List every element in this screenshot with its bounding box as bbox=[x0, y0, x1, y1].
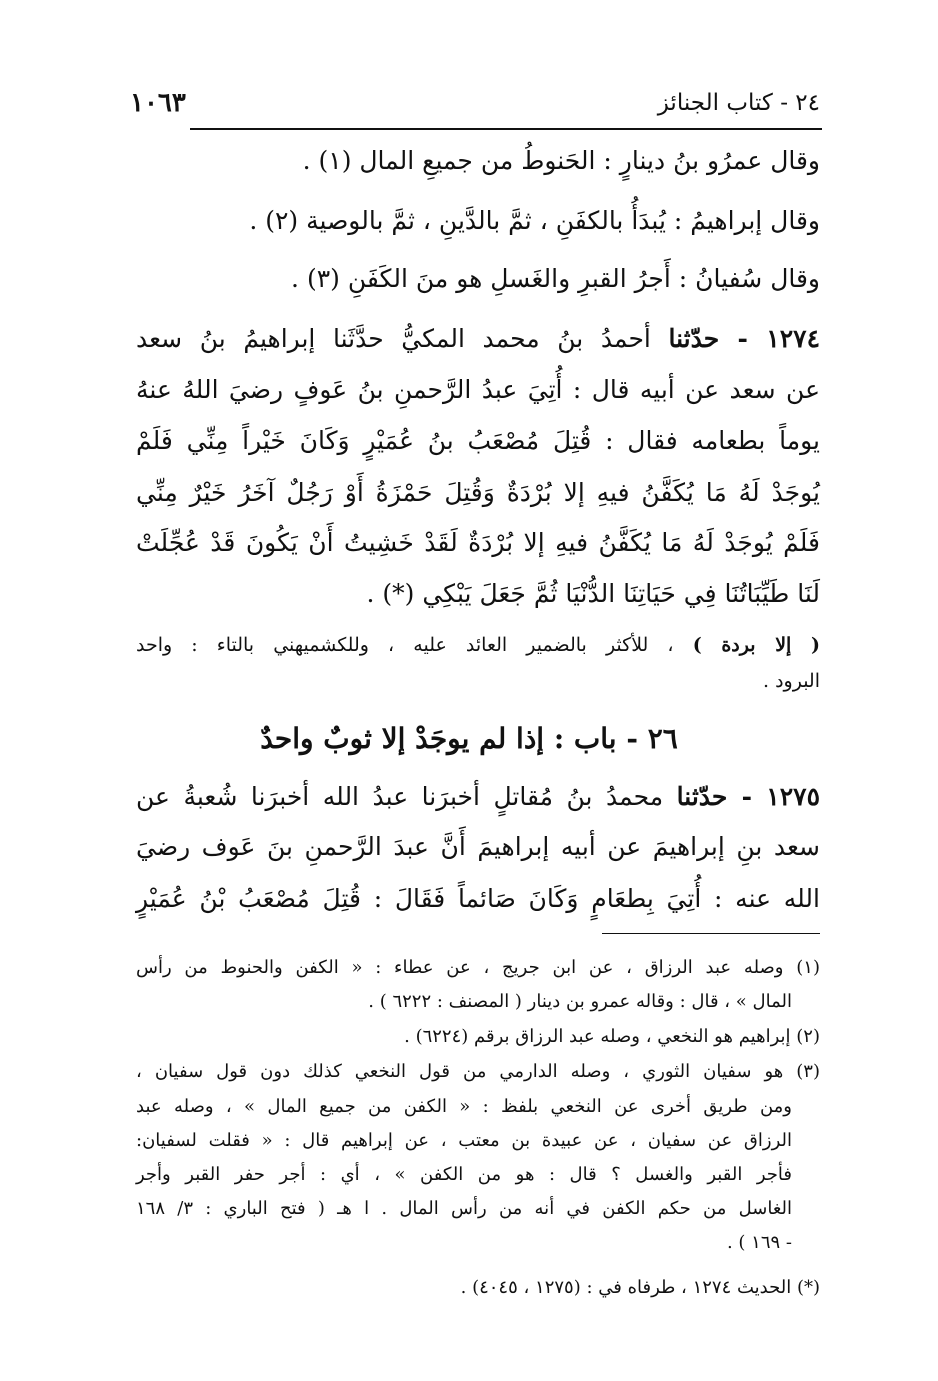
footnote-3-line: (٣) هو سفيان الثوري ، وصله الدارمي من قول النخعي كذلك دون قول سفيان ، bbox=[136, 1061, 820, 1082]
hadith-text: أحمدُ بنُ محمد المكيُّ حدَّثَنا إبراهيمُ بنُ سعد bbox=[136, 324, 651, 353]
hadith-line: فَلَمْ يُوجَدْ لَهُ مَا يُكَفَّنُ فيهِ إلا بُرْدَةٌ لَقَدْ خَشِيتُ أَنْ يَكُونَ قَدْ عُجِّلَتْ bbox=[136, 528, 820, 557]
hadith-text: محمدُ بنُ مُقاتلٍ أخبرَنا عبدُ الله أخبرَنا شُعبةُ عن bbox=[136, 782, 664, 811]
header-divider bbox=[190, 128, 822, 130]
page-number: ١٠٦٣ bbox=[130, 88, 186, 118]
commentary-text: ، للأكثر بالضمير العائد عليه ، وللكشميهني بالتاء : واحد bbox=[136, 634, 674, 656]
hadith-1275-first-line bbox=[136, 776, 820, 818]
hadith-line: الله عنه : أُتِيَ بِطعَامٍ وَكَانَ صَائماً فَقَالَ : قُتِلَ مُصْعَبُ بْنُ عُمَيْرٍ bbox=[136, 884, 820, 913]
hadith-line: يوماً بطعامه فقال : قُتِلَ مُصْعَبُ بنُ عُمَيْرٍ وَكَانَ خَيْراً مِنِّي فَلَمْ bbox=[136, 426, 820, 455]
intro-line: وقال إبراهيمُ : يُبدَأُ بالكفَنِ ، ثمَّ بالدَّينِ ، ثمَّ بالوصية (٢) . bbox=[249, 206, 820, 235]
footnote-3-line: فأجر القبر والغسل ؟ قال : هو من الكفن » ، أي : أجر حفر القبر وأجر bbox=[136, 1164, 792, 1185]
hadith-line: يُوجَدْ لَهُ مَا يُكَفَّنُ فيهِ إلا بُرْدَةٌ وَقُتِلَ حَمْزَةُ أَوْ رَجُلٌ آخَرُ خَيْرٌ مِنِّي bbox=[136, 478, 820, 507]
footnote-divider bbox=[602, 933, 820, 934]
commentary-line: البرود . bbox=[763, 670, 820, 692]
footnote-3-line: - ١٦٩ ) . bbox=[726, 1232, 792, 1253]
running-header-book-title: ٢٤ - كتاب الجنائز bbox=[657, 90, 820, 116]
footnote-3-line: الغاسل من حكم الكفن في أنه من رأس المال . ا هـ ( فتح الباري : ٣/ ١٦٨ bbox=[136, 1198, 792, 1219]
hadith-line: عن سعد عن أبيه قال : أُتِيَ عبدُ الرَّحمنِ بنُ عَوفٍ رضيَ اللهُ عنهُ bbox=[136, 375, 820, 404]
chapter-heading: ٢٦ - باب : إذا لم يوجَدْ إلا ثوبٌ واحدٌ bbox=[260, 722, 678, 755]
hadith-number: ١٢٧٥ - حدّثنا bbox=[676, 782, 821, 811]
hadith-line: سعد بنِ إبراهيمَ عن أبيه إبراهيمَ أَنَّ عبدَ الرَّحمنِ بنَ عَوف رضيَ bbox=[136, 832, 820, 861]
hadith-1274-first-line bbox=[136, 318, 820, 360]
footnote-2-line: (٢) إبراهيم هو النخعي ، وصله عبد الرزاق برقم (٦٢٢٤) . bbox=[404, 1026, 820, 1047]
commentary-term: ( إلا بردة ) bbox=[692, 634, 820, 656]
commentary-line bbox=[136, 630, 820, 660]
hadith-number: ١٢٧٤ - حدّثنا bbox=[668, 324, 820, 353]
footnote-3-line: الرزاق عن سفيان ، عن عبيدة بن معتب ، عن إبراهيم قال : « فقلت لسفيان: bbox=[136, 1130, 792, 1151]
footnote-1-line: (١) وصله عبد الرزاق ، عن ابن جريج ، عن عطاء : « الكفن والحنوط من رأس bbox=[136, 957, 820, 978]
footnote-1-line: المال » ، قال : وقاله عمرو بن دينار ( المصنف : ٦٢٢٢ ) . bbox=[368, 991, 792, 1012]
intro-line: وقال سُفيانُ : أَجرُ القبرِ والغَسلِ هو منَ الكَفَنِ (٣) . bbox=[291, 264, 820, 293]
footnote-3-line: ومن طريق أخرى عن النخعي بلفظ : « الكفن من جميع المال » ، وصله عبد bbox=[136, 1096, 792, 1117]
footnote-star-line: (*) الحديث ١٢٧٤ ، طرفاه في : (١٢٧٥ ، ٤٠٤٥) . bbox=[460, 1277, 820, 1298]
hadith-last-line: لَنَا طَيِّبَاتُنَا فِي حَيَاتِنَا الدُّنْيَا ثُمَّ جَعَلَ يَبْكِي (*) . bbox=[366, 579, 820, 608]
intro-line: وقال عمرُو بنُ دينارٍ : الحَنوطُ من جميعِ المال (١) . bbox=[302, 146, 820, 175]
